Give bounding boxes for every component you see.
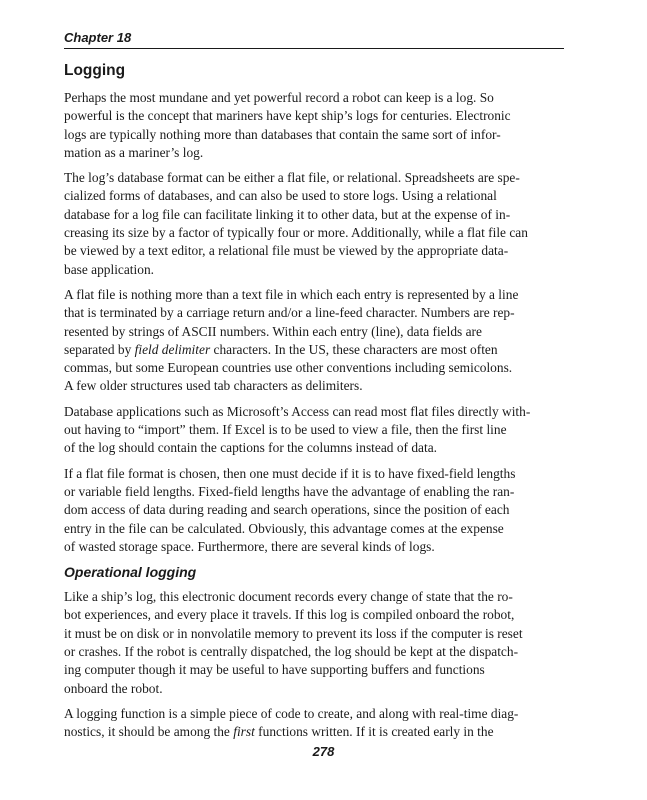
running-head: Chapter 18 bbox=[64, 30, 564, 49]
paragraph-5 bbox=[64, 465, 564, 556]
text-line: Like a ship’s log, this electronic document records every change of state that the ro- bbox=[64, 589, 513, 605]
text-line: that is terminated by a carriage return and/or a line-feed character. Numbers are rep- bbox=[64, 305, 515, 321]
text-line: be viewed by a text editor, a relational file must be viewed by the appropriate data- bbox=[64, 243, 509, 259]
text-line: A flat file is nothing more than a text file in which each entry is represented by a line bbox=[64, 286, 519, 302]
text-line: mation as a mariner’s log. bbox=[64, 144, 204, 160]
page-number: 278 bbox=[312, 744, 335, 759]
text-run: characters. In the US, these characters are most often bbox=[210, 341, 498, 357]
text-run: separated by bbox=[64, 341, 135, 357]
text-run: functions written. If it is created early in the bbox=[254, 724, 494, 740]
text-line: entry in the file can be calculated. Obviously, this advantage comes at the expense bbox=[64, 520, 504, 536]
text-line: logs are typically nothing more than databases that contain the same sort of infor- bbox=[64, 126, 501, 142]
emphasis-term: field delimiter bbox=[134, 341, 211, 357]
text-line: powerful is the concept that mariners have kept ship’s logs for centuries. Electronic bbox=[64, 108, 511, 124]
text-line: or variable field lengths. Fixed-field lengths have the advantage of enabling the ran- bbox=[64, 483, 515, 499]
paragraph-3 bbox=[64, 286, 564, 396]
text-line: dom access of data during reading and search operations, since the position of each bbox=[64, 502, 510, 518]
text-line: base application. bbox=[64, 261, 154, 277]
emphasis-term: first bbox=[233, 724, 255, 740]
text-line: The log’s database format can be either a flat file, or relational. Spreadsheets are spe- bbox=[64, 170, 520, 186]
paragraph-2 bbox=[64, 169, 564, 279]
section-title: Logging bbox=[64, 62, 126, 79]
text-line: out having to “import” them. If Excel is to be used to view a file, then the first line bbox=[64, 422, 507, 438]
text-line: of the log should contain the captions for the columns instead of data. bbox=[64, 440, 437, 456]
subsection-title: Operational logging bbox=[64, 564, 197, 581]
paragraph-6 bbox=[64, 588, 564, 698]
text-line: Database applications such as Microsoft’s Access can read most flat files directly with- bbox=[64, 403, 531, 419]
text-line: of wasted storage space. Furthermore, there are several kinds of logs. bbox=[64, 538, 435, 554]
text-line bbox=[64, 341, 564, 359]
text-line: If a flat file format is chosen, then one must decide if it is to have fixed-field lengths bbox=[64, 465, 516, 481]
text-line: Perhaps the most mundane and yet powerful record a robot can keep is a log. So bbox=[64, 90, 494, 105]
text-line bbox=[64, 723, 564, 741]
text-line: A few older structures used tab characters as delimiters. bbox=[64, 378, 363, 394]
text-line: commas, but some European countries use other conventions including semicolons. bbox=[64, 360, 513, 376]
text-line: bot experiences, and every place it travels. If this log is compiled onboard the robot, bbox=[64, 607, 515, 623]
paragraph-7 bbox=[64, 705, 564, 742]
paragraph-1 bbox=[64, 89, 564, 162]
paragraph-4 bbox=[64, 403, 564, 458]
text-line: ing computer though it may be useful to have supporting buffers and functions bbox=[64, 662, 485, 678]
text-line: creasing its size by a factor of typically four or more. Additionally, while a flat file can bbox=[64, 225, 528, 241]
text-line: onboard the robot. bbox=[64, 680, 163, 696]
text-line: it must be on disk or in nonvolatile memory to prevent its loss if the computer is reset bbox=[64, 625, 523, 641]
text-line: or crashes. If the robot is centrally dispatched, the log should be kept at the dispatch- bbox=[64, 644, 519, 660]
text-line: resented by strings of ASCII numbers. Within each entry (line), data fields are bbox=[64, 323, 482, 339]
text-line: A logging function is a simple piece of code to create, and along with real-time diag- bbox=[64, 705, 519, 721]
page-content bbox=[64, 30, 564, 749]
text-line: cialized forms of databases, and can also be used to store logs. Using a relational bbox=[64, 188, 497, 204]
text-run: nostics, it should be among the bbox=[64, 724, 234, 740]
text-line: database for a log file can facilitate linking it to other data, but at the expense of in- bbox=[64, 206, 511, 222]
